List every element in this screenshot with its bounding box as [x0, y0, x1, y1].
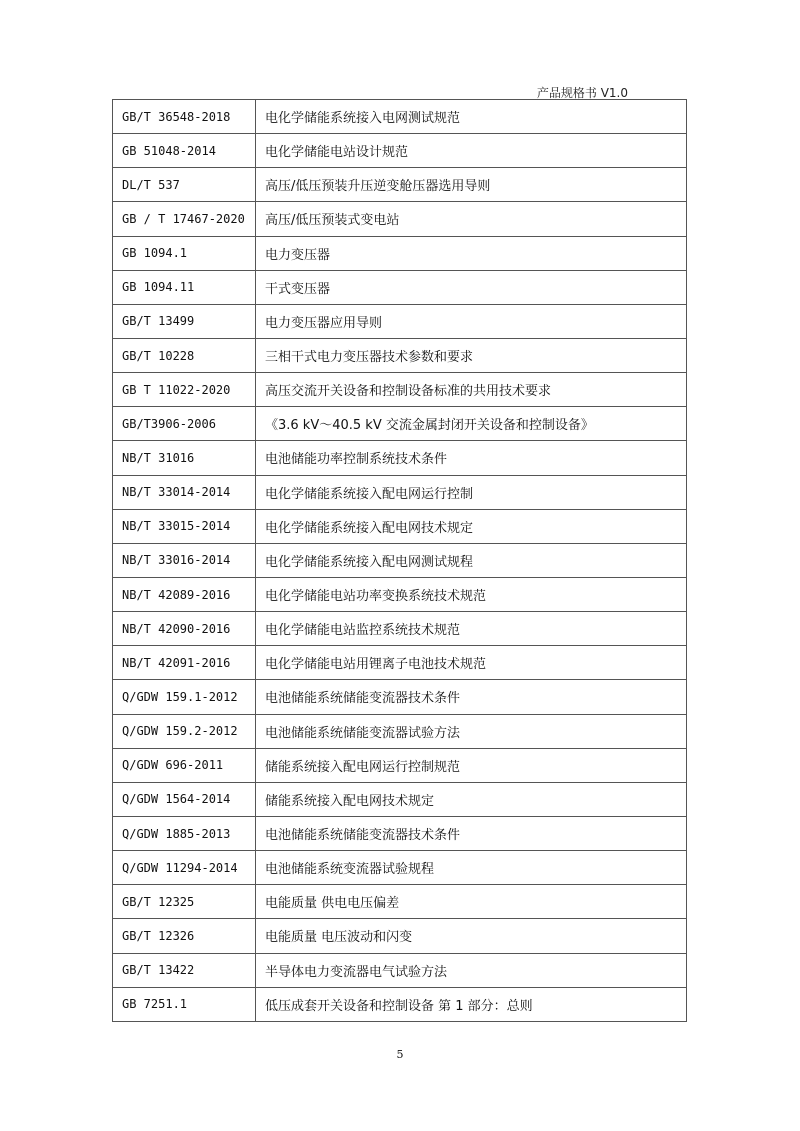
standard-name-cell: 高压/低压预装升压逆变舱压器选用导则: [256, 168, 687, 202]
table-row: [113, 236, 687, 270]
page-number: 5: [396, 1048, 404, 1061]
standard-code-cell: NB/T 33016-2014: [113, 543, 256, 577]
standard-code-cell: Q/GDW 159.1-2012: [113, 680, 256, 714]
standard-code-cell: GB T 11022-2020: [113, 373, 256, 407]
standard-code-cell: Q/GDW 696-2011: [113, 748, 256, 782]
standard-name-cell: 储能系统接入配电网技术规定: [256, 782, 687, 816]
standard-code-cell: NB/T 42089-2016: [113, 577, 256, 611]
table-row: [113, 851, 687, 885]
standard-name-cell: 储能系统接入配电网运行控制规范: [256, 748, 687, 782]
table-row: [113, 100, 687, 134]
table-row: [113, 202, 687, 236]
standard-code-cell: Q/GDW 1564-2014: [113, 782, 256, 816]
standard-name-cell: 三相干式电力变压器技术参数和要求: [256, 338, 687, 372]
standard-name-cell: 电化学储能电站监控系统技术规范: [256, 612, 687, 646]
table-row: [113, 987, 687, 1021]
standard-code-cell: Q/GDW 11294-2014: [113, 851, 256, 885]
standard-code-cell: GB 51048-2014: [113, 134, 256, 168]
table-row: [113, 612, 687, 646]
standard-code-cell: Q/GDW 159.2-2012: [113, 714, 256, 748]
table-row: [113, 953, 687, 987]
table-row: [113, 509, 687, 543]
standard-name-cell: 电能质量 电压波动和闪变: [256, 919, 687, 953]
standard-name-cell: 《3.6 kV～40.5 kV 交流金属封闭开关设备和控制设备》: [256, 407, 687, 441]
standard-code-cell: GB/T 13499: [113, 304, 256, 338]
standard-name-cell: 电化学储能电站功率变换系统技术规范: [256, 577, 687, 611]
standard-code-cell: GB 7251.1: [113, 987, 256, 1021]
standard-name-cell: 电能质量 供电电压偏差: [256, 885, 687, 919]
standard-code-cell: GB/T 12325: [113, 885, 256, 919]
standard-code-cell: GB 1094.1: [113, 236, 256, 270]
standard-code-cell: GB/T 13422: [113, 953, 256, 987]
table-row: [113, 475, 687, 509]
table-row: [113, 304, 687, 338]
standard-code-cell: NB/T 31016: [113, 441, 256, 475]
standard-name-cell: 电化学储能系统接入配电网技术规定: [256, 509, 687, 543]
standard-code-cell: GB 1094.11: [113, 270, 256, 304]
table-row: [113, 646, 687, 680]
table-row: [113, 816, 687, 850]
standard-code-cell: DL/T 537: [113, 168, 256, 202]
standards-table: [112, 99, 687, 1022]
standards-table-body: [113, 100, 687, 1022]
standard-code-cell: NB/T 33015-2014: [113, 509, 256, 543]
standard-name-cell: 电化学储能系统接入电网测试规范: [256, 100, 687, 134]
table-row: [113, 407, 687, 441]
table-row: [113, 885, 687, 919]
table-row: [113, 714, 687, 748]
standard-code-cell: Q/GDW 1885-2013: [113, 816, 256, 850]
standard-name-cell: 电化学储能系统接入配电网测试规程: [256, 543, 687, 577]
standard-name-cell: 电池储能系统储能变流器技术条件: [256, 816, 687, 850]
table-row: [113, 919, 687, 953]
table-row: [113, 680, 687, 714]
standard-name-cell: 电化学储能电站设计规范: [256, 134, 687, 168]
standard-code-cell: GB/T3906-2006: [113, 407, 256, 441]
standard-name-cell: 电力变压器: [256, 236, 687, 270]
standard-name-cell: 半导体电力变流器电气试验方法: [256, 953, 687, 987]
table-row: [113, 748, 687, 782]
standard-name-cell: 高压交流开关设备和控制设备标准的共用技术要求: [256, 373, 687, 407]
standard-name-cell: 电化学储能系统接入配电网运行控制: [256, 475, 687, 509]
table-row: [113, 168, 687, 202]
document-title: 产品规格书 V1.0: [536, 86, 628, 100]
standard-name-cell: 低压成套开关设备和控制设备 第 1 部分：总则: [256, 987, 687, 1021]
table-row: [113, 543, 687, 577]
standard-name-cell: 电池储能功率控制系统技术条件: [256, 441, 687, 475]
standard-code-cell: NB/T 33014-2014: [113, 475, 256, 509]
table-row: [113, 270, 687, 304]
table-row: [113, 782, 687, 816]
standard-code-cell: GB/T 10228: [113, 338, 256, 372]
standard-name-cell: 干式变压器: [256, 270, 687, 304]
standard-name-cell: 电池储能系统变流器试验规程: [256, 851, 687, 885]
standard-name-cell: 电化学储能电站用锂离子电池技术规范: [256, 646, 687, 680]
standard-name-cell: 电力变压器应用导则: [256, 304, 687, 338]
standard-name-cell: 电池储能系统储能变流器试验方法: [256, 714, 687, 748]
table-row: [113, 134, 687, 168]
table-row: [113, 577, 687, 611]
standard-code-cell: GB/T 36548-2018: [113, 100, 256, 134]
standard-code-cell: NB/T 42091-2016: [113, 646, 256, 680]
standard-name-cell: 电池储能系统储能变流器技术条件: [256, 680, 687, 714]
table-row: [113, 338, 687, 372]
table-row: [113, 373, 687, 407]
standard-code-cell: GB / T 17467-2020: [113, 202, 256, 236]
standard-name-cell: 高压/低压预装式变电站: [256, 202, 687, 236]
standard-code-cell: GB/T 12326: [113, 919, 256, 953]
table-row: [113, 441, 687, 475]
standard-code-cell: NB/T 42090-2016: [113, 612, 256, 646]
